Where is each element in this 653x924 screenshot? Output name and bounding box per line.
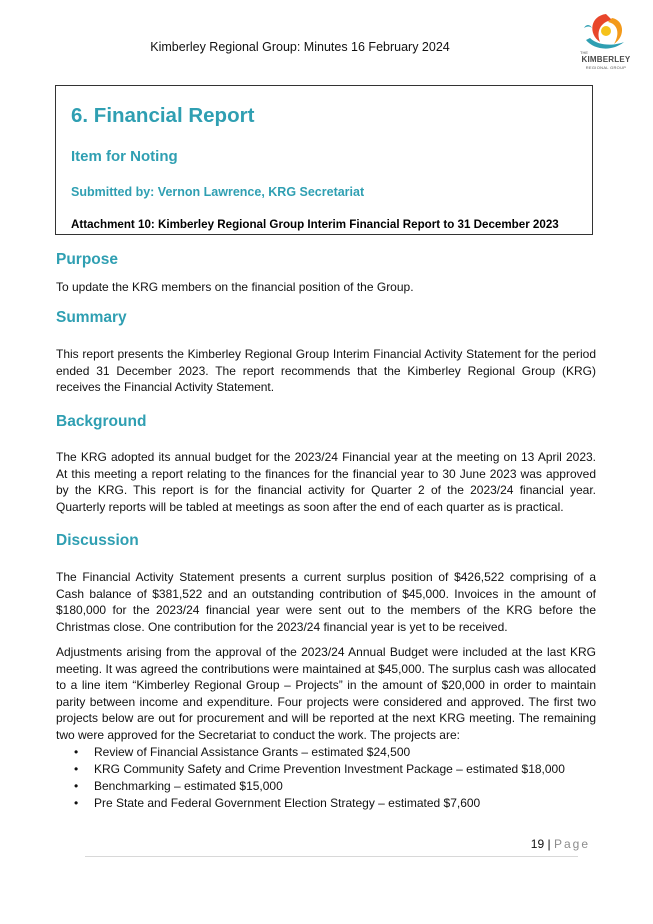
logo-subtitle: REGIONAL GROUP <box>585 65 627 70</box>
kimberley-logo-icon <box>578 10 634 54</box>
summary-text: This report presents the Kimberley Regional Group Interim Financial Activity Statement for the period ended 31 December 2023. The report recommends that the Kimberley Regional Group (KRG) receives the Financial Activity Statement. <box>56 347 596 395</box>
logo-name: KIMBERLEY <box>581 55 631 64</box>
page-number-value: 19 <box>530 837 545 851</box>
background-text: The KRG adopted its annual budget for the 2023/24 Financial year at the meeting on 13 April 2023. At this meeting a report relating to the finances for the financial year to 30 June 2023 was approved by the KRG. This report is for the financial activity for Quarter 2 of the 2023/24 financial year. Quarterly reports will be tabled at meetings as soon after the end of each quarter as is practical. <box>56 450 596 514</box>
bullet-icon: • <box>74 762 79 776</box>
bullet-icon: • <box>74 796 79 810</box>
background-heading: Background <box>56 413 147 430</box>
discussion-paragraph-2: Adjustments arising from the approval of the 2023/24 Annual Budget were included at the last KRG meeting. It was agreed the contributions were maintained at $45,000. The surplus cash was allocated to a line item “Kimberley Regional Group – Projects” in the amount of $20,000 in order to maintain parity between income and expenditure. Four projects were considered and approved. The first two projects below are out for procurement and will be reported at the next KRG meeting. The remaining two were approved for the Secretariat to conduct the work. The projects are: <box>56 645 596 742</box>
projects-list <box>56 744 596 812</box>
attachment-line: Attachment 10: Kimberley Regional Group Interim Financial Report to 31 December 2023 <box>71 218 559 231</box>
summary-heading: Summary <box>56 309 127 326</box>
purpose-text: To update the KRG members on the financial position of the Group. <box>56 280 414 294</box>
page-label: Page <box>553 837 590 851</box>
footer-divider <box>85 856 578 857</box>
kimberley-logo <box>578 10 634 78</box>
page-number <box>470 837 590 851</box>
page-separator: | <box>547 837 551 851</box>
report-heading: 6. Financial Report <box>71 104 255 127</box>
report-header-box <box>55 85 593 235</box>
list-item: • Benchmarking – estimated $15,000 <box>74 779 283 793</box>
list-item: • KRG Community Safety and Crime Prevention Investment Package – estimated $18,000 <box>74 762 565 776</box>
document-header-title: Kimberley Regional Group: Minutes 16 February 2024 <box>150 40 450 54</box>
submitted-by: Submitted by: Vernon Lawrence, KRG Secretariat <box>71 185 365 199</box>
bullet-icon: • <box>74 745 79 759</box>
bullet-icon: • <box>74 779 79 793</box>
discussion-paragraph-1: The Financial Activity Statement presents a current surplus position of $426,522 comprising of a Cash balance of $381,522 and an outstanding contribution of $45,000. Invoices in the amount of $180,000 for the 2023/24 financial year were sent out to the members of the KRG before the Christmas close. One contribution for the 2023/24 financial year is yet to be received. <box>56 570 596 634</box>
list-item: • Review of Financial Assistance Grants – estimated $24,500 <box>74 745 411 759</box>
logo-small-text: THE <box>580 50 588 55</box>
purpose-heading: Purpose <box>56 251 119 268</box>
item-type: Item for Noting <box>71 148 178 165</box>
list-item: • Pre State and Federal Government Election Strategy – estimated $7,600 <box>74 796 481 810</box>
discussion-heading: Discussion <box>56 532 139 549</box>
